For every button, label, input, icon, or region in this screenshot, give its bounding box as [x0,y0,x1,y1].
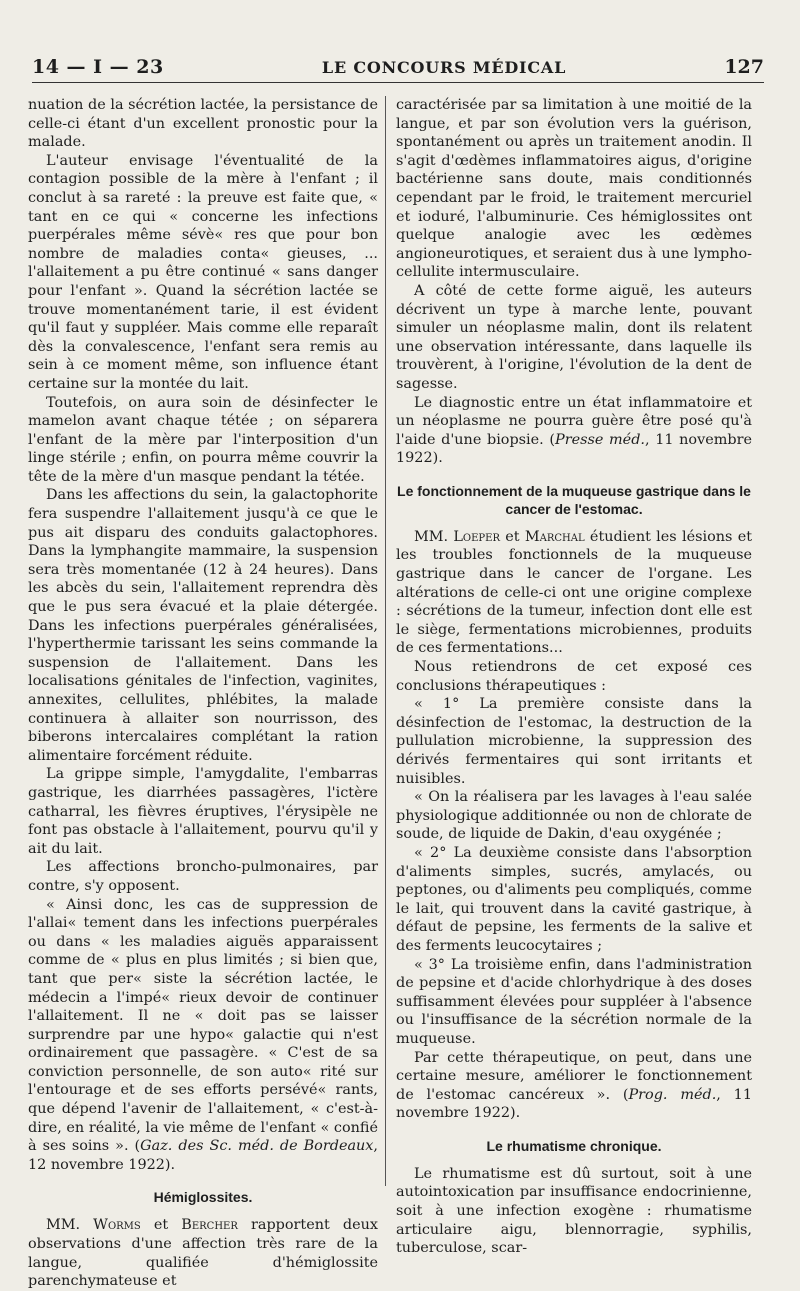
right-column [396,96,753,1257]
paragraph: « On la réalisera par les lavages à l'eau salée physiologique additionnée ou non de chlorate de soude, de liquide de Dakin, d'eau oxygénée ; [396,789,752,843]
column-divider [385,96,386,1186]
text: MM. [414,528,454,545]
text: MM. [46,1217,94,1234]
text: et [499,528,525,545]
paragraph [396,1049,752,1123]
author-name: Worms [93,1217,141,1234]
paragraph: La grippe simple, l'amygdalite, l'embarras gastrique, les diarrhées passagères, l'ictère catharral, les fièvres éruptives, l'érysipèle ne font pas obstacle à l'allaitement, pourvu qu'il y ait du lait. [28,766,378,857]
text: Par cette thérapeutique, on peut, dans une certaine mesure, améliorer le fonctionnement de l'estomac cancéreux ». ( [396,1049,752,1103]
paragraph: Nous retiendrons de cet exposé ces conclusions thérapeutiques : [396,659,752,694]
citation: Presse méd. [555,431,645,448]
text: rapportent deux observations d'une affection très rare de la langue, qualifiée d'hémiglossite parenchymateuse et [28,1217,378,1290]
citation: Prog. méd. [628,1086,717,1103]
citation: Gaz. des Sc. méd. de Bordeaux [140,1138,374,1155]
author-name: Loeper [453,528,500,545]
paragraph [396,394,752,468]
quote-paragraph [28,896,378,1175]
paragraph: Les affections broncho-pulmonaires, par contre, s'y opposent. [28,859,378,894]
paragraph: nuation de la sécrétion lactée, la persistance de celle-ci étant d'un excellent pronostic pour la malade. [28,97,378,151]
paragraph: Le rhumatisme est dû surtout, soit à une autointoxication par insuffisance endocrinienne, soit à une infection exogène : rhumatisme articulaire aigu, blennorragie, syphilis, tuberculose, scar- [396,1165,752,1257]
author-name: Bercher [181,1217,238,1234]
quote-text: « Ainsi donc, les cas de suppression de l'allai« tement dans les infections puerpérales ou dans « les maladies aiguës apparaissent comme de « plus en plus limités ; si bien que, tant que per« siste la sécrétion lactée, le médecin a l'impé« rieux devoir de continuer l'allaitement. Il ne « doit pas se laisser surprendre par une hypo« galactie qui n'est ordinairement que passagère. « C'est de sa conviction personnelle, de son auto« rité sur l'entourage et de ses efforts persévé« rants, que dépend l'avenir de l'allaitement, « c'est-à-dire, en réalité, la vie même de l'enfant « confié à ses soins ». ( [28,896,378,1155]
paragraph: A côté de cette forme aiguë, les auteurs décrivent un type à marche lente, pouvant simuler un néoplasme malin, dont ils relatent une observation intéressante, dans laquelle ils trouvèrent, à l'origine, l'évolution de la dent de sagesse. [396,282,752,392]
citation-date: , 11 novembre 1922). [396,431,752,467]
page-number: 127 [724,56,764,78]
citation-date: , 11 novembre 1922). [396,1086,752,1122]
running-header [32,52,764,83]
journal-title: LE CONCOURS MÉDICAL [321,57,567,77]
author-name: Marchal [524,528,585,545]
left-column [28,96,378,1290]
text: Le diagnostic entre un état inflammatoire et un néoplasme ne pourra guère être posé qu'à l'aide d'une biopsie. ( [396,394,752,448]
paragraph [396,528,752,658]
section-heading: Le fonctionnement de la muqueuse gastrique dans le cancer de l'estomac. [397,482,751,517]
paragraph: Toutefois, on aura soin de désinfecter le mamelon avant chaque tétée ; on séparera l'enfant de la mère par l'interposition d'un linge stérile ; enfin, on pourra même couvrir la tête de la mère d'un masque pendant la tétée. [28,394,378,485]
paragraph: Dans les affections du sein, la galactophorite fera suspendre l'allaitement jusqu'à ce que le pus ait disparu des conduits galactophores. Dans la lymphangite mammaire, la suspension sera très momentanée (12 à 24 heures). Dans les abcès du sein, l'allaitement reprendra dès que le pus sera évacué et la plaie détergée. Dans les infections puerpérales généralisées, l'hyperthermie tarissant les seins commande la suspension de l'allaitement. Dans les localisations génitales de l'infection, vaginites, annexites, cellulites, phlébites, la malade continuera à allaiter son nourrisson, des biberons intercalaires complétant la ration alimentaire forcément réduite. [28,487,378,764]
section-heading: Hémiglossites. [153,1189,253,1206]
issue-date: 14 — I — 23 [32,56,164,78]
citation-date: , 12 novembre 1922). [28,1138,378,1173]
paragraph [28,1216,378,1290]
section-heading: Le rhumatisme chronique. [486,1137,662,1154]
text: et [140,1217,182,1234]
paragraph: L'auteur envisage l'éventualité de la contagion possible de la mère à l'enfant ; il conclut à sa rareté : la preuve est faite que, « tant en ce qui « concerne les infections puerpérales même sévè« res que pour bon nombre de maladies conta« gieuses, ... l'allaitement a pu être continué « sans danger pour l'enfant ». Quand la sécrétion lactée se trouve momentanément tarie, il est évident qu'il faut y suppléer. Mais comme elle reparaît dès la convalescence, l'enfant sera remis au sein à ce moment même, son influence étant certaine sur la montée du lait. [28,152,378,392]
paragraph: « 1° La première consiste dans la désinfection de l'estomac, la destruction de la pullulation microbienne, la suppression des dérivés fermentaires qui sont irritants et nuisibles. [396,696,752,787]
paragraph: caractérisée par sa limitation à une moitié de la langue, et par son évolution vers la guérison, spontanément ou après un traitement anodin. Il s'agit d'œdèmes inflammatoires aigus, d'origine bactérienne sans doute, mais conditionnés cependant par le froid, le traitement mercuriel et ioduré, l'albuminurie. Ces hémiglossites ont quelque analogie avec les œdèmes angioneurotiques, et seraient dus à une lympho-cellulite intermusculaire. [396,97,752,281]
text: étudient les lésions et les troubles fonctionnels de la muqueuse gastrique dans le cancer de l'organe. Les altérations de celle-ci ont une origine complexe : sécrétions de la tumeur, infection dont elle est le siège, fermentations microbiennes, produits de ces fermentations... [396,528,753,657]
paragraph: « 3° La troisième enfin, dans l'administration de pepsine et d'acide chlorhydrique à des doses suffisamment élevées pour suppléer à l'absence ou l'insuffisance de la sécrétion normale de la muqueuse. [396,956,752,1047]
paragraph: « 2° La deuxième consiste dans l'absorption d'aliments simples, sucrés, amylacés, ou peptones, ou d'aliments peu compliqués, comme le lait, qui trouvent dans la cavité gastrique, à défaut de pepsine, les ferments de la salive et des ferments leucocytaires ; [396,844,752,954]
